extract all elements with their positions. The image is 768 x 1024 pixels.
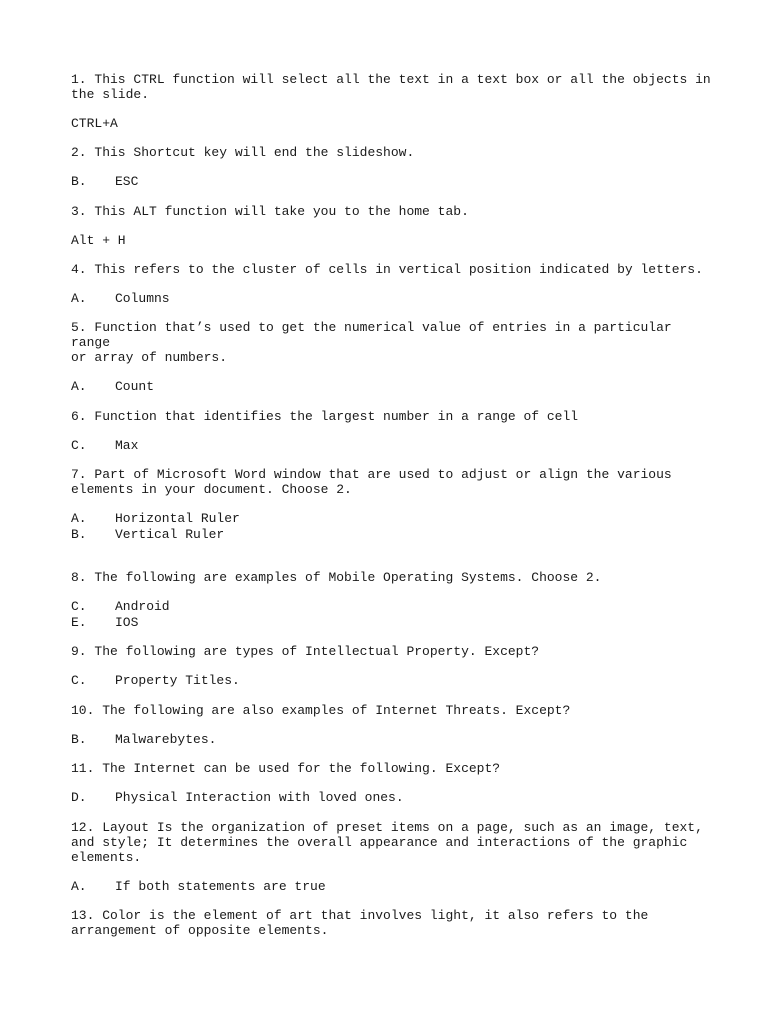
answer-letter: B. xyxy=(71,174,87,189)
answer-letter: A. xyxy=(71,290,87,306)
answer-letter: E. xyxy=(71,614,87,630)
answer-letter: D. xyxy=(71,790,87,805)
question-4: 4. This refers to the cluster of cells in vertical position indicated by letters. xyxy=(71,261,703,277)
answer-letter: B. xyxy=(71,526,87,542)
answer-block-8 xyxy=(71,599,711,630)
answer-row xyxy=(71,527,711,543)
answer-letter: A. xyxy=(71,379,87,394)
answer-row xyxy=(71,291,711,307)
question-1: 1. This CTRL function will select all the text in a text box or all the objects in the slide. xyxy=(71,72,711,102)
answer-block-12 xyxy=(71,879,711,895)
question-5: 5. Function that’s used to get the numerical value of entries in a particular range or array of numbers. xyxy=(71,320,672,365)
question-12: 12. Layout Is the organization of preset items on a page, such as an image, text, and style; It determines the overall appearance and interactions of the graphic elements. xyxy=(71,819,703,865)
answer-row xyxy=(71,673,711,689)
question-10: 10. The following are also examples of Internet Threats. Except? xyxy=(71,702,571,718)
answer-row xyxy=(71,790,711,806)
question-9: 9. The following are types of Intellectual Property. Except? xyxy=(71,644,540,659)
blank-line xyxy=(71,556,711,570)
answer-row xyxy=(71,599,711,615)
answer-letter: C. xyxy=(71,599,87,614)
answer-block-5 xyxy=(71,379,711,395)
answer-text: Horizontal Ruler xyxy=(115,511,240,526)
answer-text: IOS xyxy=(115,614,139,630)
question-3: 3. This ALT function will take you to the home tab. xyxy=(71,203,469,219)
answer-text: Max xyxy=(115,437,139,453)
answer-row xyxy=(71,879,711,895)
answer-text: Count xyxy=(115,379,155,394)
answer-text: Android xyxy=(115,599,170,614)
answer-letter: C. xyxy=(71,437,87,453)
answer-letter: A. xyxy=(71,511,87,526)
answer-row xyxy=(71,438,711,454)
answer-text: Malwarebytes. xyxy=(115,731,217,747)
answer-block-11 xyxy=(71,790,711,806)
answer-text: Vertical Ruler xyxy=(115,526,225,542)
answer-block-9 xyxy=(71,673,711,689)
answer-row xyxy=(71,615,711,631)
question-6: 6. Function that identifies the largest number in a range of cell xyxy=(71,408,579,424)
answer-text: If both statements are true xyxy=(115,878,326,894)
answer-letter: B. xyxy=(71,731,87,747)
question-2: 2. This Shortcut key will end the slideshow. xyxy=(71,145,415,160)
answer-row xyxy=(71,174,711,190)
question-11: 11. The Internet can be used for the following. Except? xyxy=(71,761,501,776)
document-page xyxy=(71,72,711,952)
answer-block-6 xyxy=(71,438,711,454)
answer-row xyxy=(71,511,711,527)
question-7: 7. Part of Microsoft Word window that are used to adjust or align the various elements in your document. Choose 2. xyxy=(71,467,672,497)
answer-letter: A. xyxy=(71,878,87,894)
question-13: 13. Color is the element of art that involves light, it also refers to the arrangement of opposite elements. xyxy=(71,908,649,938)
answer-text: Property Titles. xyxy=(115,673,240,688)
answer-block-2 xyxy=(71,174,711,190)
answer-row xyxy=(71,379,711,395)
answer-letter: C. xyxy=(71,673,87,688)
answer-row xyxy=(71,732,711,748)
answer-3: Alt + H xyxy=(71,232,126,248)
answer-block-4 xyxy=(71,291,711,307)
answer-1: CTRL+A xyxy=(71,116,118,131)
answer-block-10 xyxy=(71,732,711,748)
answer-text: Columns xyxy=(115,290,170,306)
answer-text: ESC xyxy=(115,174,139,189)
answer-block-7 xyxy=(71,511,711,542)
answer-text: Physical Interaction with loved ones. xyxy=(115,790,404,805)
question-8: 8. The following are examples of Mobile Operating Systems. Choose 2. xyxy=(71,570,602,585)
